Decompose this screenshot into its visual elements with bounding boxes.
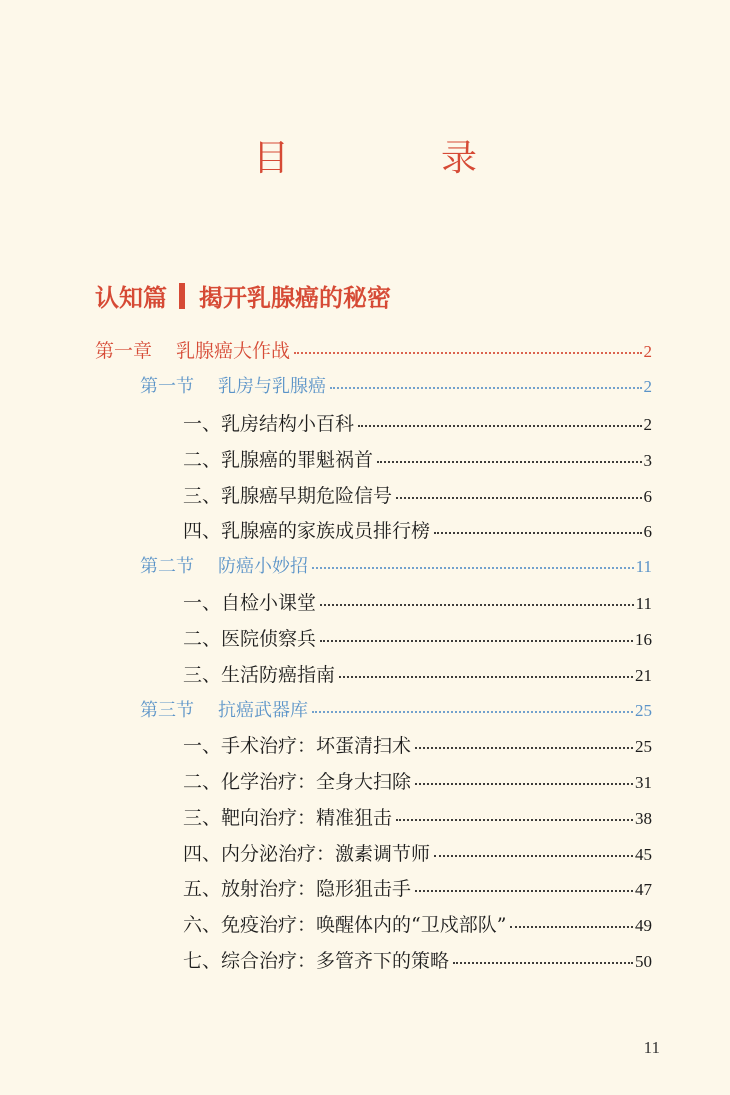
item-title: 四、内分泌治疗：激素调节师 [183,843,431,865]
dot-leader [415,747,633,749]
item-title: 一、自检小课堂 [183,592,317,614]
item-title: 四、乳腺癌的家族成员排行榜 [183,520,431,542]
toc-item[interactable] [183,946,652,976]
dot-leader [339,676,633,678]
section-label: 第三节 [140,700,194,721]
section-title: 乳房与乳腺癌 [218,376,326,397]
section-page: 2 [643,377,652,396]
dot-leader [294,352,641,354]
item-title: 二、化学治疗：全身大扫除 [183,771,412,793]
toc-section-1[interactable] [140,372,652,402]
dot-leader [396,497,641,499]
page-number: 11 [643,1038,660,1057]
section-page: 11 [635,557,652,576]
toc-item[interactable] [183,839,652,869]
dot-leader [415,783,633,785]
item-page: 6 [643,522,652,541]
toc-item[interactable] [183,731,652,761]
toc-chapter-1[interactable] [95,336,652,366]
item-title: 六、免疫治疗：唤醒体内的“卫戍部队” [183,914,507,936]
dot-leader [434,855,633,857]
part-title: 揭开乳腺癌的秘密 [199,284,391,312]
item-page: 45 [635,845,652,864]
item-page: 3 [643,451,652,470]
dot-leader [510,926,633,928]
part-prefix: 认知篇 [95,284,167,312]
toc-item[interactable] [183,588,652,618]
item-page: 49 [635,916,652,935]
item-page: 47 [635,880,652,899]
item-page: 6 [643,487,652,506]
dot-leader [320,604,634,606]
item-title: 七、综合治疗：多管齐下的策略 [183,950,450,972]
dot-leader [320,640,633,642]
toc-item[interactable] [183,481,652,511]
toc-section-3[interactable] [140,696,652,726]
section-label: 第一节 [140,376,194,397]
chapter-page: 2 [643,342,652,361]
dot-leader [330,387,642,389]
toc-item[interactable] [183,803,652,833]
item-title: 三、生活防癌指南 [183,664,336,686]
item-page: 2 [643,415,652,434]
dot-leader [358,425,641,427]
item-title: 二、医院侦察兵 [183,628,317,650]
toc-item[interactable] [183,660,652,690]
item-page: 31 [635,773,652,792]
toc-item[interactable] [183,445,652,475]
item-page: 38 [635,809,652,828]
dot-leader [377,461,641,463]
toc-item[interactable] [183,409,652,439]
item-title: 一、手术治疗：坏蛋清扫术 [183,735,412,757]
dot-leader [434,532,641,534]
chapter-title: 乳腺癌大作战 [176,340,291,362]
toc-item[interactable] [183,624,652,654]
item-title: 五、放射治疗：隐形狙击手 [183,878,412,900]
item-title: 二、乳腺癌的罪魁祸首 [183,449,374,471]
item-page: 16 [635,630,652,649]
item-page: 21 [635,666,652,685]
toc-item[interactable] [183,767,652,797]
item-page: 50 [635,952,652,971]
item-page: 11 [635,594,652,613]
item-title: 一、乳房结构小百科 [183,413,355,435]
toc-section-2[interactable] [140,552,652,582]
toc-item[interactable] [183,516,652,546]
item-title: 三、靶向治疗：精准狙击 [183,807,393,829]
section-label: 第二节 [140,556,194,577]
page-title: 目 录 [252,138,535,179]
item-title: 三、乳腺癌早期危险信号 [183,485,393,507]
dot-leader [312,567,634,569]
section-page: 25 [635,701,652,720]
item-page: 25 [635,737,652,756]
section-title: 抗癌武器库 [218,700,308,721]
dot-leader [415,890,633,892]
dot-leader [396,819,633,821]
toc-item[interactable] [183,874,652,904]
section-title: 防癌小妙招 [218,556,308,577]
dot-leader [453,962,633,964]
chapter-label: 第一章 [95,340,153,362]
dot-leader [312,711,633,713]
toc-item[interactable] [183,910,652,940]
